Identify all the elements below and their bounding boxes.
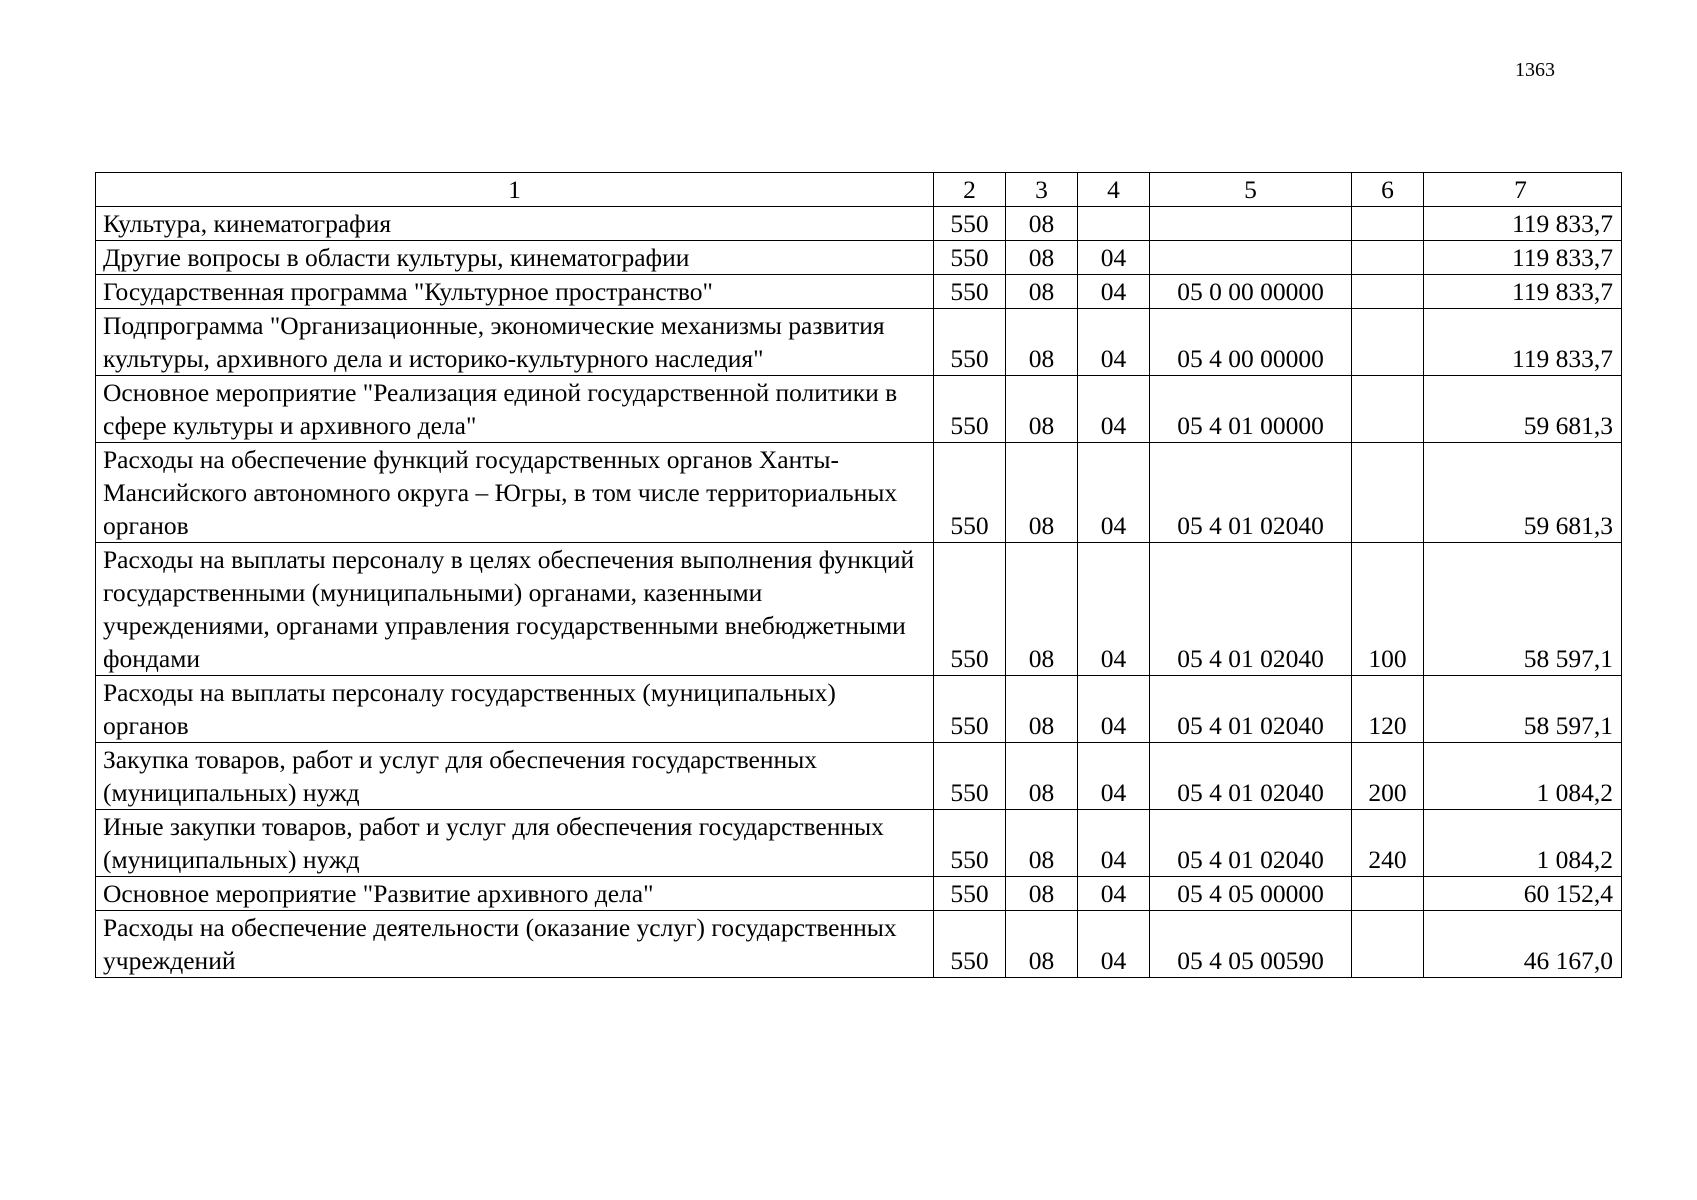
row-type-cell [1352,877,1424,911]
row-name-cell: Основное мероприятие "Развитие архивного дела" [96,877,934,911]
row-subsection-cell: 04 [1078,275,1150,309]
row-type-cell: 120 [1352,676,1424,743]
row-type-cell [1352,309,1424,376]
row-amount-cell: 119 833,7 [1424,275,1622,309]
row-code-cell: 550 [934,207,1006,241]
row-amount-cell: 60 152,4 [1424,877,1622,911]
row-code-cell: 550 [934,309,1006,376]
row-section-cell: 08 [1006,376,1078,443]
row-amount-cell: 119 833,7 [1424,309,1622,376]
row-target-cell: 05 4 01 00000 [1150,376,1352,443]
table-header-row [96,173,1622,207]
row-subsection-cell: 04 [1078,743,1150,810]
row-subsection-cell: 04 [1078,376,1150,443]
row-subsection-cell: 04 [1078,877,1150,911]
row-amount-cell: 119 833,7 [1424,241,1622,275]
row-subsection-cell: 04 [1078,241,1150,275]
table-row [96,676,1622,743]
row-subsection-cell [1078,207,1150,241]
row-section-cell: 08 [1006,877,1078,911]
header-cell: 7 [1424,173,1622,207]
row-type-cell [1352,207,1424,241]
header-cell: 1 [96,173,934,207]
row-name-cell: Подпрограмма "Организационные, экономические механизмы развития культуры, архивного дела и историко-культурного наследия" [96,309,934,376]
row-target-cell [1150,241,1352,275]
row-code-cell: 550 [934,376,1006,443]
row-amount-cell: 59 681,3 [1424,443,1622,543]
row-target-cell: 05 4 01 02040 [1150,743,1352,810]
table-row [96,443,1622,543]
row-code-cell: 550 [934,543,1006,676]
row-target-cell: 05 4 01 02040 [1150,443,1352,543]
row-name-cell: Расходы на выплаты персоналу в целях обеспечения выполнения функций государственными (муниципальными) органами, казенными учреждениями, органами управления государственными внебюджетными фондами [96,543,934,676]
table-row [96,309,1622,376]
table-row [96,376,1622,443]
row-code-cell: 550 [934,275,1006,309]
row-type-cell [1352,275,1424,309]
table-row [96,543,1622,676]
table-row [96,877,1622,911]
row-subsection-cell: 04 [1078,810,1150,877]
header-cell: 6 [1352,173,1424,207]
row-section-cell: 08 [1006,207,1078,241]
row-amount-cell: 119 833,7 [1424,207,1622,241]
row-name-cell: Расходы на обеспечение функций государственных органов Ханты-Мансийского автономного округа – Югры, в том числе территориальных органов [96,443,934,543]
row-type-cell: 240 [1352,810,1424,877]
table-row [96,207,1622,241]
page-number: 1363 [1515,59,1555,81]
row-name-cell: Расходы на выплаты персоналу государственных (муниципальных) органов [96,676,934,743]
header-cell: 4 [1078,173,1150,207]
row-section-cell: 08 [1006,241,1078,275]
row-name-cell: Государственная программа "Культурное пространство" [96,275,934,309]
row-code-cell: 550 [934,911,1006,978]
row-section-cell: 08 [1006,676,1078,743]
row-section-cell: 08 [1006,309,1078,376]
header-cell: 3 [1006,173,1078,207]
row-name-cell: Закупка товаров, работ и услуг для обеспечения государственных (муниципальных) нужд [96,743,934,810]
row-section-cell: 08 [1006,743,1078,810]
table-row [96,743,1622,810]
table-row [96,241,1622,275]
row-code-cell: 550 [934,877,1006,911]
budget-table [95,172,1622,978]
header-cell: 2 [934,173,1006,207]
row-target-cell: 05 4 01 02040 [1150,810,1352,877]
row-code-cell: 550 [934,676,1006,743]
row-name-cell: Другие вопросы в области культуры, кинематографии [96,241,934,275]
row-type-cell: 100 [1352,543,1424,676]
row-amount-cell: 58 597,1 [1424,543,1622,676]
row-type-cell [1352,376,1424,443]
row-subsection-cell: 04 [1078,543,1150,676]
table-row [96,810,1622,877]
table-row [96,275,1622,309]
row-name-cell: Основное мероприятие "Реализация единой государственной политики в сфере культуры и архивного дела" [96,376,934,443]
row-target-cell: 05 0 00 00000 [1150,275,1352,309]
row-section-cell: 08 [1006,443,1078,543]
row-subsection-cell: 04 [1078,676,1150,743]
table-row [96,911,1622,978]
row-name-cell: Иные закупки товаров, работ и услуг для обеспечения государственных (муниципальных) нужд [96,810,934,877]
row-type-cell [1352,443,1424,543]
row-code-cell: 550 [934,443,1006,543]
row-type-cell [1352,241,1424,275]
row-target-cell: 05 4 05 00590 [1150,911,1352,978]
row-name-cell: Культура, кинематография [96,207,934,241]
row-subsection-cell: 04 [1078,309,1150,376]
row-amount-cell: 46 167,0 [1424,911,1622,978]
row-type-cell: 200 [1352,743,1424,810]
header-cell: 5 [1150,173,1352,207]
row-section-cell: 08 [1006,543,1078,676]
row-subsection-cell: 04 [1078,911,1150,978]
row-code-cell: 550 [934,241,1006,275]
row-code-cell: 550 [934,743,1006,810]
row-section-cell: 08 [1006,810,1078,877]
row-target-cell: 05 4 01 02040 [1150,676,1352,743]
row-section-cell: 08 [1006,911,1078,978]
row-amount-cell: 58 597,1 [1424,676,1622,743]
row-amount-cell: 1 084,2 [1424,743,1622,810]
row-target-cell: 05 4 01 02040 [1150,543,1352,676]
row-subsection-cell: 04 [1078,443,1150,543]
row-amount-cell: 1 084,2 [1424,810,1622,877]
row-target-cell: 05 4 05 00000 [1150,877,1352,911]
row-target-cell: 05 4 00 00000 [1150,309,1352,376]
row-amount-cell: 59 681,3 [1424,376,1622,443]
row-type-cell [1352,911,1424,978]
row-code-cell: 550 [934,810,1006,877]
row-section-cell: 08 [1006,275,1078,309]
row-name-cell: Расходы на обеспечение деятельности (оказание услуг) государственных учреждений [96,911,934,978]
row-target-cell [1150,207,1352,241]
